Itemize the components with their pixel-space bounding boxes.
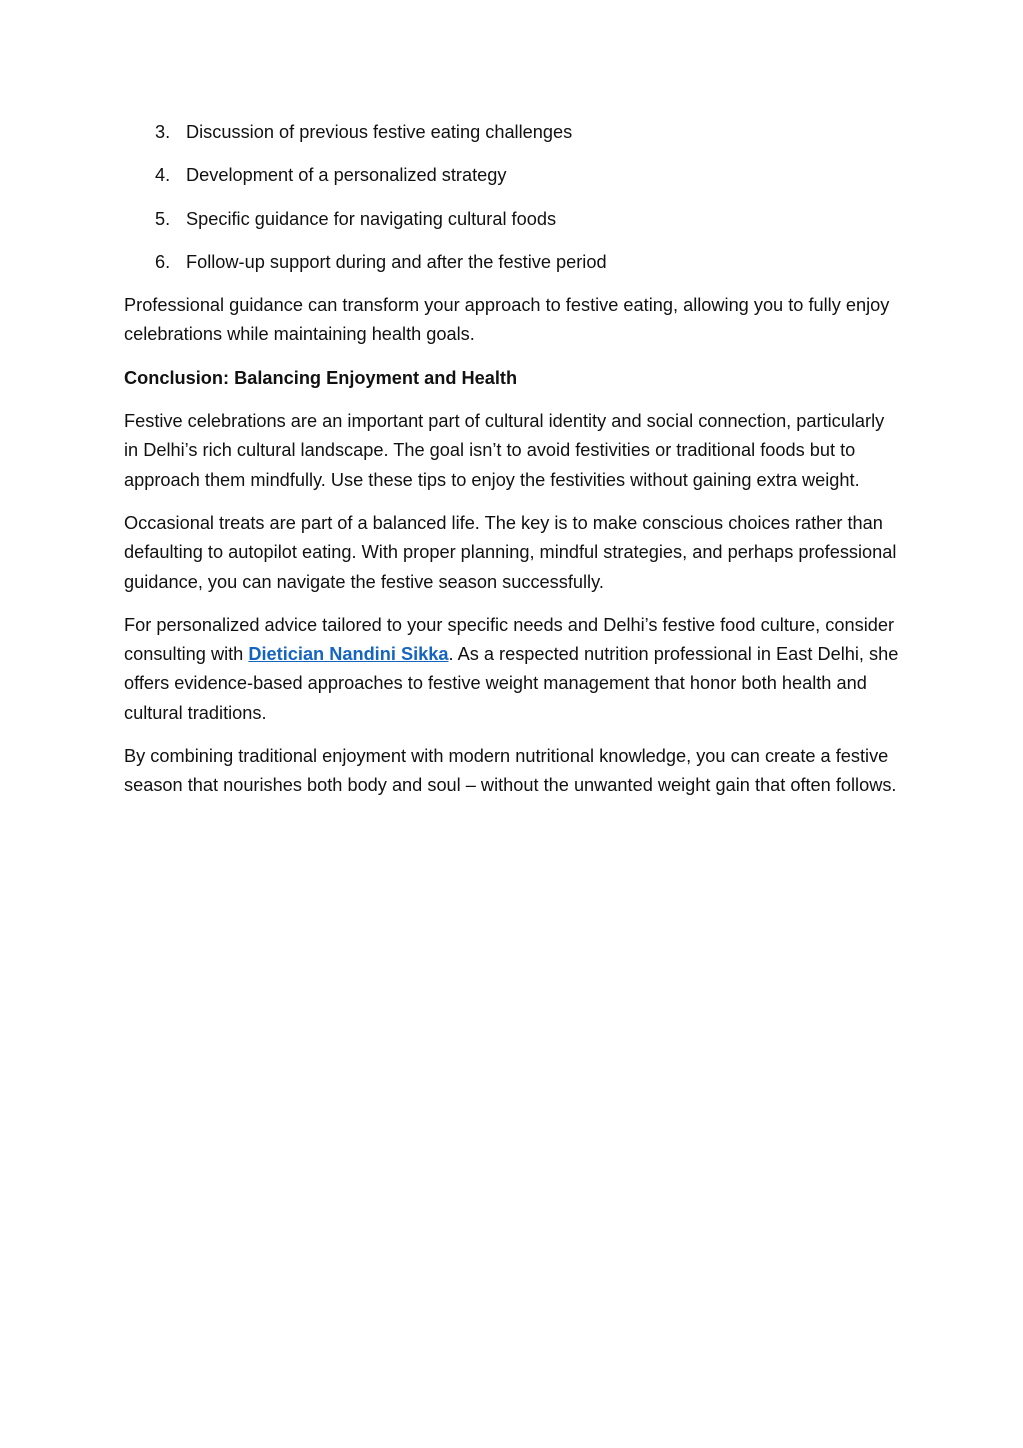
combining-paragraph: By combining traditional enjoyment with modern nutritional knowledge, you can create a festive season that nourishes both body and soul – without the unwanted weight gain that often follows.	[124, 746, 897, 796]
professional-guidance-paragraph: Professional guidance can transform your approach to festive eating, allowing you to fully enjoy celebrations while maintaining health goals.	[124, 295, 890, 345]
list-item-text: Follow-up support during and after the festive period	[186, 251, 607, 272]
list-item-number: 4.	[155, 165, 171, 186]
conclusion-heading: Conclusion: Balancing Enjoyment and Health	[124, 367, 518, 388]
list-item-text: Specific guidance for navigating cultural foods	[186, 208, 557, 229]
list-item-number: 6.	[155, 251, 171, 272]
festive-celebrations-paragraph: Festive celebrations are an important part of cultural identity and social connection, particularly in Delhi’s rich cultural landscape. The goal isn’t to avoid festivities or traditional foods but to approach them mindfully. Use these tips to enjoy the festivities without gaining extra weight.	[124, 411, 885, 490]
advice-text-before: For personalized advice tailored to your specific needs and Delhi’s festive food culture, consider consulting with	[124, 614, 895, 665]
list-item	[124, 205, 900, 234]
list-item	[124, 161, 900, 190]
list-item	[124, 118, 900, 147]
list-item	[124, 248, 900, 277]
advice-text-after: . As a respected nutrition professional in East Delhi, she offers evidence-based approaches to festive weight management that honor both health and cultural traditions.	[124, 644, 899, 723]
list-item-number: 5.	[155, 208, 171, 229]
list-item-number: 3.	[155, 122, 171, 142]
numbered-list	[124, 118, 900, 277]
occasional-treats-paragraph: Occasional treats are part of a balanced life. The key is to make conscious choices rather than defaulting to autopilot eating. With proper planning, mindful strategies, and perhaps professional guidance, you can navigate the festive season successfully.	[124, 512, 897, 592]
list-item-text: Development of a personalized strategy	[186, 165, 507, 186]
personalized-advice-paragraph	[124, 611, 900, 728]
list-item-text: Discussion of previous festive eating challenges	[186, 122, 573, 142]
document-body	[124, 118, 900, 815]
dietician-link[interactable]: Dietician Nandini Sikka	[248, 644, 449, 665]
